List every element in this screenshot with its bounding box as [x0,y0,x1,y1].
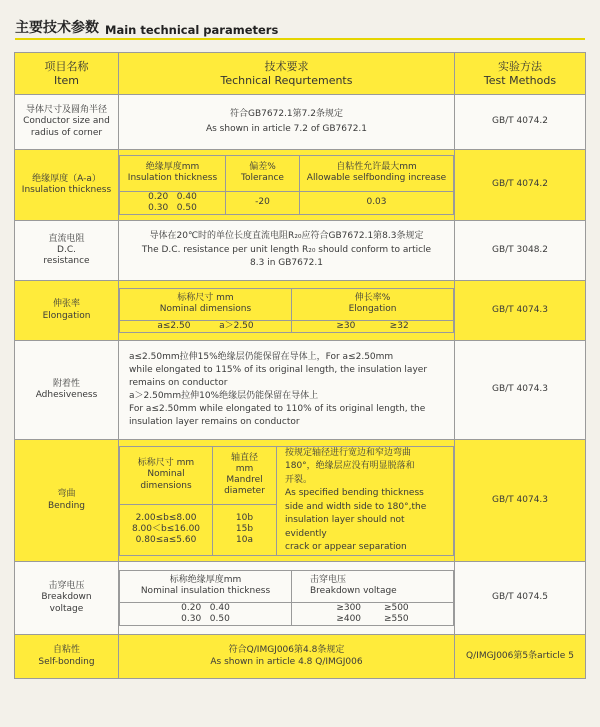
selfbonding-item [15,635,119,679]
elongation-dimension-values [120,320,292,332]
breakdown-col-voltage [292,570,454,602]
insulation-col2-en: Tolerance [241,173,284,184]
elongation-subtable [119,288,454,333]
bending-col2-en2: Mandrel [226,475,263,485]
breakdown-col2-zh: 击穿电压 [310,575,347,585]
header-item [15,53,119,95]
header-requirements [119,53,455,95]
selfbonding-item-en: Self-bonding [38,656,95,667]
heading-underline [15,38,585,40]
heading-zh: 主要技术参数 [15,20,99,36]
dc-test: GB/T 3048.2 [455,221,586,281]
bending-col2-zh: 轴直径 [230,452,258,463]
selfbonding-item-zh: 自粘性 [52,645,80,656]
elongation-item-en: Elongation [42,310,91,321]
insulation-subtable [119,155,454,216]
breakdown-b2b: ≥550 [383,614,409,624]
insulation-col1-zh: 绝缘厚度mm [145,162,200,172]
bending-item-en: Bending [47,500,86,511]
dc-req-en2: 8.3 in GB7672.1 [250,258,323,269]
breakdown-b1b: ≥500 [383,602,409,613]
row-dc-resistance [15,221,586,281]
bending-item [15,440,119,562]
adhesiveness-requirement [119,341,455,440]
adhesiveness-line3: remains on conductor [129,377,228,388]
bending-subtable [119,446,454,556]
bending-col1-en1: Nominal [147,469,185,480]
adhesiveness-line5: For a≤2.50mm while elongated to 110% of its original length, the [129,404,426,415]
bending-col-dimensions [120,446,213,504]
adhesiveness-item [15,341,119,440]
elongation-e1: ≥30 [336,320,356,331]
insulation-col3-en: Allowable selfbonding increase [306,173,447,184]
breakdown-item [15,562,119,635]
row-adhesiveness [15,341,586,440]
elongation-d1: a≤2.50 [157,320,191,331]
selfbonding-req-en: As shown in article 4.8 Q/IMGJ006 [210,656,363,667]
dc-requirement [119,221,455,281]
conductor-item-en: Conductor size and radius of corner [23,116,110,138]
bending-r2: 8.00＜b≤16.00 [131,523,201,534]
conductor-item [15,95,119,150]
breakdown-item-zh: 击穿电压 [48,581,85,592]
breakdown-v1a: 0.20 [181,602,202,613]
bending-m3: 10a [236,535,253,546]
insulation-col1-en: Insulation thickness [127,173,218,184]
insulation-tolerance-value: -20 [226,191,300,215]
elongation-e2: ≥32 [389,320,409,331]
insulation-v2a: 0.30 [148,203,169,213]
elongation-col-dimensions [120,288,292,320]
row-self-bonding [15,635,586,679]
insulation-thickness-values [120,191,226,215]
technical-parameters-table [14,52,586,679]
conductor-item-zh: 导体尺寸及圆角半径 [25,105,107,116]
insulation-v2b: 0.50 [176,203,197,213]
bending-test: GB/T 4074.3 [455,440,586,562]
table-header-row [15,53,586,95]
bending-text1: 按规定轴径进行宽边和窄边弯曲 [285,447,412,458]
elongation-col2-zh: 伸长率% [354,293,391,304]
breakdown-subtable [119,570,454,627]
breakdown-voltage-values [292,602,454,626]
row-insulation [15,150,586,221]
adhesiveness-line1: a≤2.50mm拉伸15%绝缘层仍能保留在导体上，For a≤2.50mm [129,351,394,362]
header-req-zh: 技术要求 [264,60,309,74]
adhesiveness-item-zh: 附着性 [52,378,80,389]
bending-text2: 180°，绝缘层应没有明显脱落和 [285,461,415,471]
elongation-col-elongation [292,288,454,320]
bending-text6: insulation layer should not evidently [285,515,405,539]
header-req-en: Technical Requrtements [220,73,353,87]
bending-col1-en2: dimensions [140,480,192,491]
conductor-requirement [119,95,455,150]
header-item-zh: 项目名称 [44,60,89,74]
adhesiveness-line4: a＞2.50mm拉伸10%绝缘层仍能保留在导体上 [129,391,319,401]
breakdown-col1-zh: 标称绝缘厚度mm [169,575,242,585]
insulation-col3-zh: 自粘性允许最大mm [336,162,417,172]
selfbonding-req-zh: 符合Q/IMGJ006第4.8条规定 [228,645,345,656]
elongation-col2-en: Elongation [348,304,397,315]
breakdown-requirement [119,562,455,635]
breakdown-b2a: ≥400 [336,614,362,624]
bending-col-mandrel [213,446,277,504]
breakdown-v2b: 0.50 [209,614,230,624]
dc-req-en1: The D.C. resistance per unit length R₂₀ should conform to article [141,244,432,255]
bending-col2-en1: mm [235,463,254,474]
bending-dimension-values [120,504,213,555]
dc-item-en1: D.C. [57,244,76,255]
insulation-v1b: 0.40 [176,191,197,202]
adhesiveness-line6: insulation layer remains on conductor [129,417,300,428]
conductor-req-zh: 符合GB7672.1第7.2条规定 [230,108,343,119]
elongation-test: GB/T 4074.3 [455,281,586,341]
conductor-test: GB/T 4074.2 [455,95,586,150]
adhesiveness-test: GB/T 4074.3 [455,341,586,440]
bending-text5: side and width side to 180°,the [285,501,427,512]
row-bending [15,440,586,562]
elongation-item-zh: 伸张率 [52,299,80,310]
breakdown-item-en2: voltage [49,603,84,614]
page-heading [15,15,585,37]
header-test [455,53,586,95]
dc-item-zh: 直流电阻 [48,233,85,244]
breakdown-col-thickness [120,570,292,602]
bending-text7: crack or appear separation [285,542,407,552]
heading-en: Main technical parameters [105,23,279,37]
bending-item-zh: 弯曲 [57,489,76,500]
breakdown-b1a: ≥300 [336,602,362,613]
bending-requirement [119,440,455,562]
adhesiveness-item-en: Adhesiveness [35,390,98,400]
breakdown-col2-en: Breakdown voltage [310,586,397,597]
bending-text4: As specified bending thickness [285,488,424,498]
elongation-col1-en: Nominal dimensions [159,304,252,315]
insulation-v1a: 0.20 [148,191,169,202]
bending-r1: 2.00≤b≤8.00 [135,512,197,523]
selfbonding-requirement [119,635,455,679]
breakdown-col1-en: Nominal insulation thickness [140,586,271,597]
insulation-bond-value: 0.03 [300,191,454,215]
header-test-en: Test Methods [483,73,557,87]
row-breakdown [15,562,586,635]
breakdown-v2a: 0.30 [181,614,202,624]
insulation-col-tolerance [226,155,300,191]
breakdown-test: GB/T 4074.5 [455,562,586,635]
row-conductor [15,95,586,150]
header-item-en: Item [53,73,80,87]
insulation-item-zh: 绝缘厚度（A-a） [32,173,101,184]
dc-req-zh: 导体在20℃时的单位长度直流电阻R₂₀应符合GB7672.1第8.3条规定 [149,230,424,241]
elongation-item [15,281,119,341]
breakdown-v1b: 0.40 [209,602,230,613]
breakdown-thickness-values [120,602,292,626]
selfbonding-test: Q/IMGJ006第5条article 5 [455,635,586,679]
bending-text [277,446,454,555]
insulation-col-thickness [120,155,226,191]
conductor-req-en: As shown in article 7.2 of GB7672.1 [205,124,368,134]
breakdown-item-en1: Breakdown [41,592,92,603]
insulation-requirement [119,150,455,221]
insulation-test: GB/T 4074.2 [455,150,586,221]
adhesiveness-line2: while elongated to 115% of its original length, the insulation layer [129,364,428,375]
insulation-item [15,150,119,221]
bending-mandrel-values [213,504,277,555]
insulation-col-bond [300,155,454,191]
header-test-zh: 实验方法 [498,60,542,74]
insulation-item-en: Insulation thickness [21,185,112,195]
bending-m1: 10b [235,512,254,523]
bending-m2: 15b [235,523,254,534]
dc-item [15,221,119,281]
bending-col1-zh: 标称尺寸 mm [137,458,195,469]
dc-item-en2: resistance [43,256,90,267]
bending-text3: 开裂。 [285,474,313,485]
elongation-col1-zh: 标称尺寸 mm [177,293,234,304]
elongation-d2: a＞2.50 [219,320,254,331]
elongation-percent-values [292,320,454,332]
insulation-col2-zh: 偏差% [249,162,276,172]
row-elongation [15,281,586,341]
elongation-requirement [119,281,455,341]
bending-r3: 0.80≤a≤5.60 [135,535,197,546]
bending-col2-en3: diameter [224,486,265,497]
